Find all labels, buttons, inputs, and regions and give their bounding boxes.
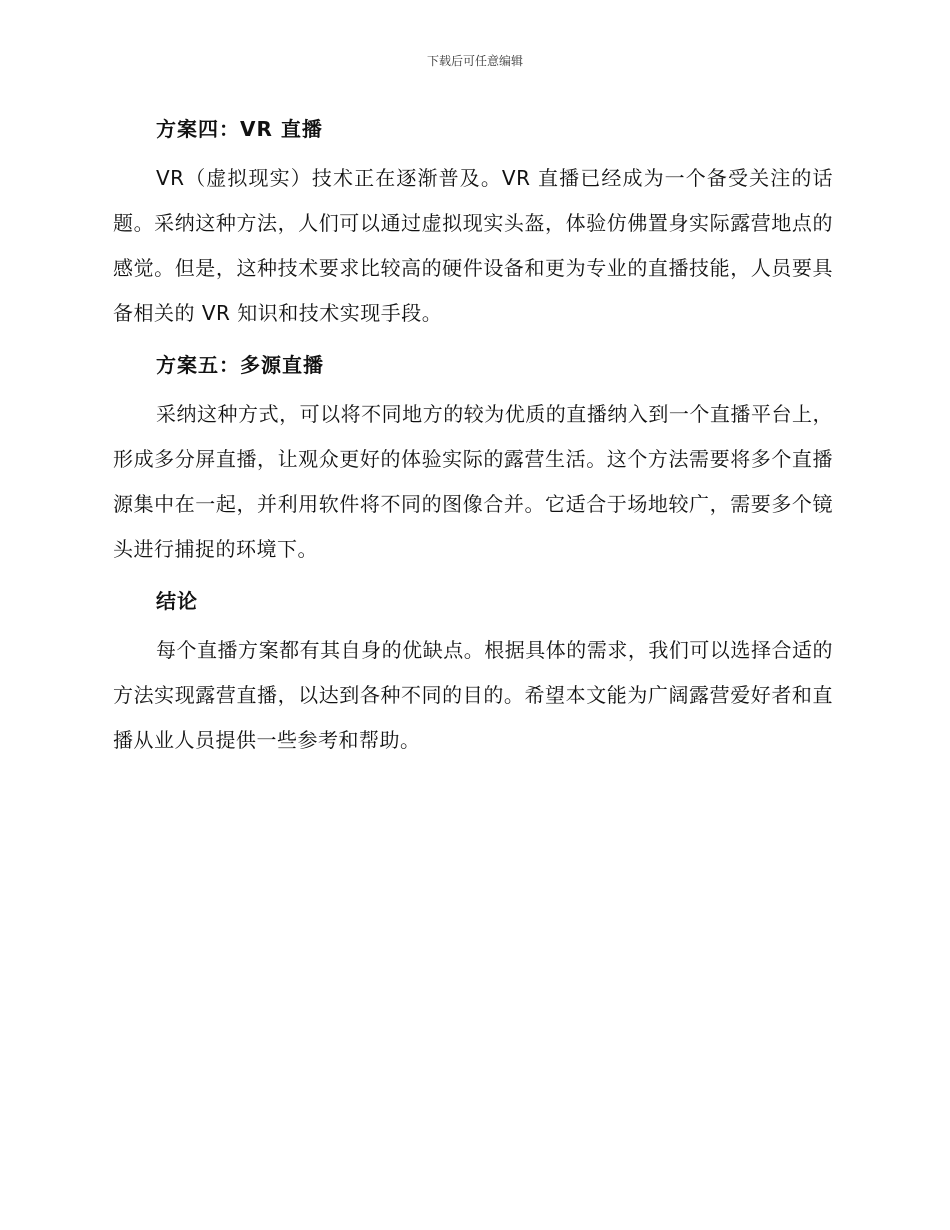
section-heading-conclusion: 结论 <box>156 589 198 613</box>
page-header: 下载后可任意编辑 <box>426 54 523 68</box>
section-paragraph-conclusion: 每个直播方案都有其自身的优缺点。根据具体的需求，我们可以选择合适的方法实现露营直播，以达到各种不同的目的。希望本文能为广阔露营爱好者和直播从业人员提供一些参考和帮助。 <box>113 638 833 752</box>
section-heading-multi-source-live: 方案五：多源直播 <box>156 353 324 377</box>
section-paragraph-vr-live: VR（虚拟现实）技术正在逐渐普及。VR 直播已经成为一个备受关注的话题。采纳这种方法，人们可以通过虚拟现实头盔，体验仿佛置身实际露营地点的感觉。但是，这种技术要求比较高的硬件设备和更为专业的直播技能，人员要具备相关的 VR 知识和技术实现手段。 <box>113 166 833 325</box>
section-heading-vr-live: 方案四：VR 直播 <box>156 117 323 141</box>
document-body <box>113 112 833 775</box>
section-paragraph-multi-source-live: 采纳这种方式，可以将不同地方的较为优质的直播纳入到一个直播平台上，形成多分屏直播，让观众更好的体验实际的露营生活。这个方法需要将多个直播源集中在一起，并利用软件将不同的图像合并。它适合于场地较广，需要多个镜头进行捕捉的环境下。 <box>113 402 833 561</box>
